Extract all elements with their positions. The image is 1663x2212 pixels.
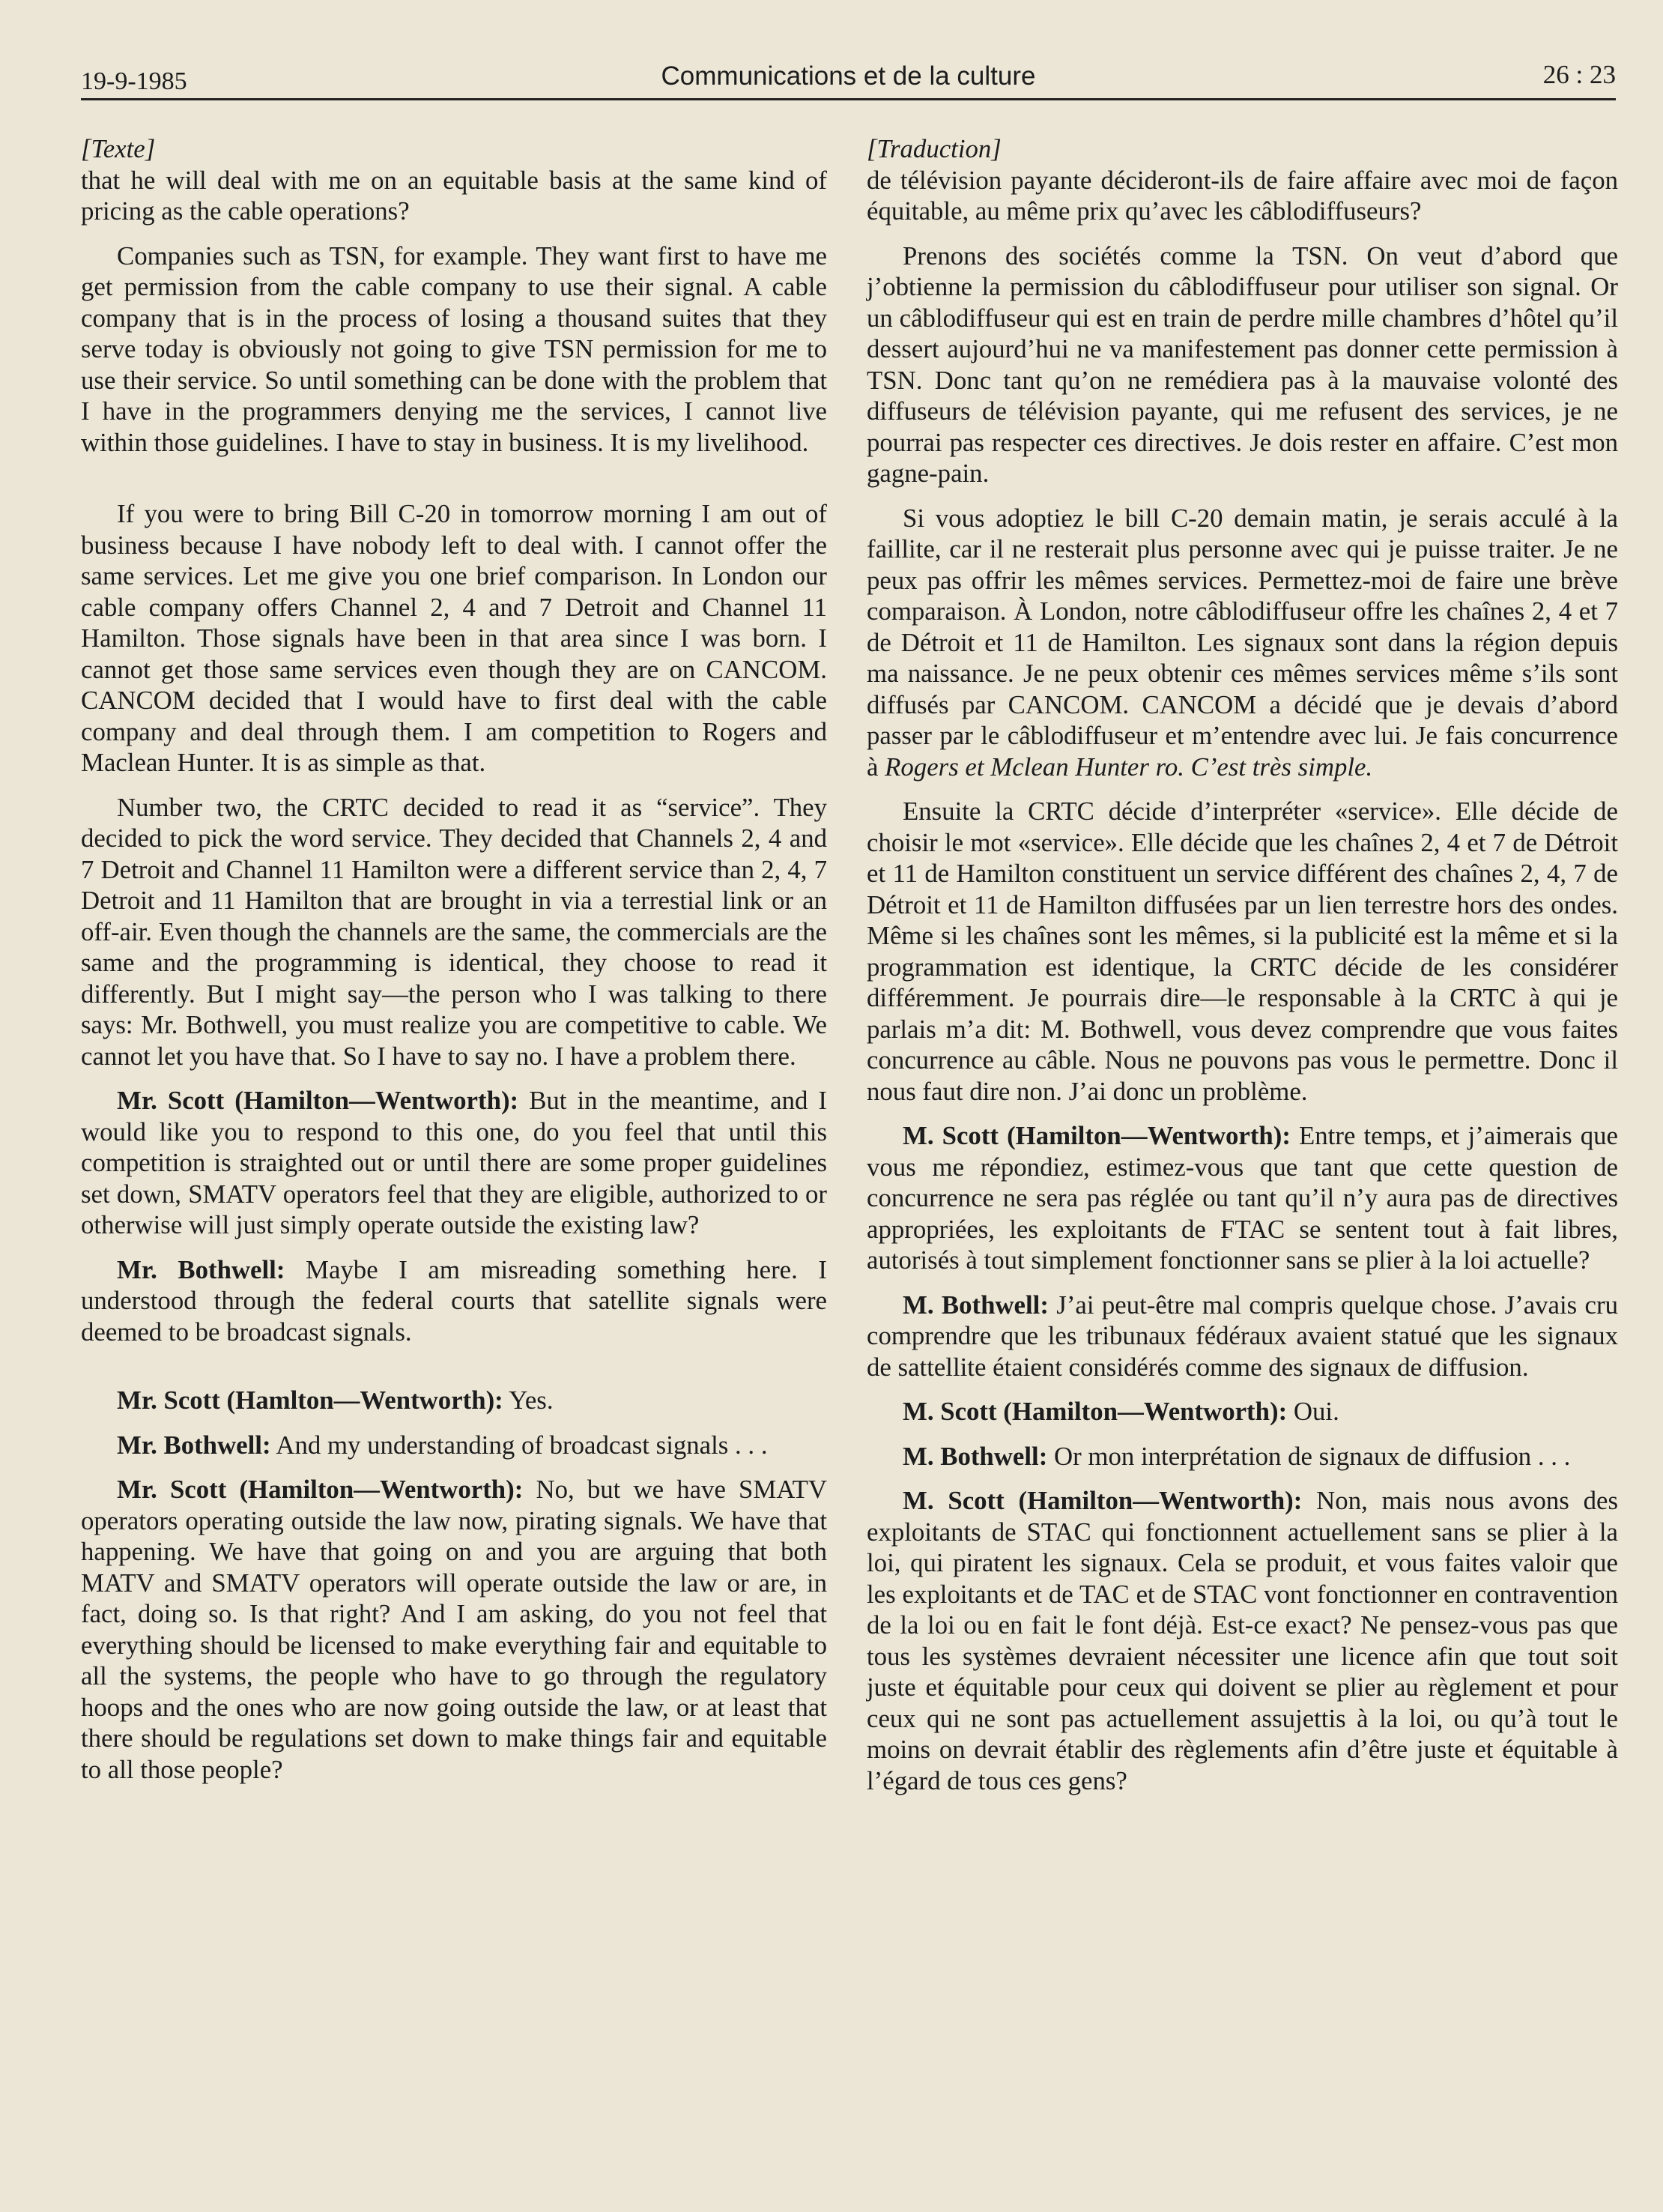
speaker-paragraph: M. Scott (Hamilton—Wentworth): Non, mais nous avons des exploitants de STAC qui fonctionnent actuellement sans se plier à la loi, qui piratent les signaux. Cela se produit, et vous faites valoir que les exploitants et de TAC et de STAC vont fonctionner en contravention de la loi ou en fait le font déjà. Est-ce exact? Ne pensez-vous pas que tous les systèmes devraient nécessiter une licence afin que tout soit juste et équitable pour ceux qui doivent se plier au règlement et pour ceux qui ne sont pas actuellement assujettis à la loi, ou qu’à tout le moins on devrait établir des règlements afin d’être juste et équitable à l’égard de tous ces gens?: [867, 1486, 1619, 1795]
paragraph: Si vous adoptiez le bill C-20 demain matin, je serais acculé à la faillite, car il ne resterait plus personne avec qui je puisse traiter. Je ne peux pas offrir les mêmes services. Permettez-moi de faire une brève comparaison. À London, notre câblodiffuseur offre les chaînes 2, 4 et 7 de Détroit et 11 de Hamilton. Les signaux sont dans la région depuis ma naissance. Je ne peux obtenir ces mêmes services même s’ils sont diffusés par CANCOM. CANCOM a décidé que je devais d’abord passer par le câblodiffuseur et m’entendre avec lui. Je fais concurrence à Rogers et Mclean Hunter ro. C’est très simple.: [867, 503, 1618, 782]
speaker-name: M. Scott (Hamilton—Wentworth):: [903, 1121, 1291, 1150]
speaker-name: Mr. Scott (Hamlton—Wentworth):: [117, 1385, 503, 1415]
speaker-paragraph: Mr. Scott (Hamilton—Wentworth): But in the meantime, and I would like you to respond to this one, do you feel that until this competition is straighted out or until there are some proper guidelines set down, SMATV operators feel that they are eligible, authorized to or otherwise will just simply operate outside the existing law?: [81, 1086, 828, 1239]
speaker-paragraph: Mr. Scott (Hamilton—Wentworth): No, but we have SMATV operators operating outside the law now, pirating signals. We have that happening. We have that going on and you are arguing that both MATV and SMATV operators will operate outside the law or are, in fact, doing so. Is that right? And I am asking, do you not feel that everything should be licensed to make everything fair and equitable to all the systems, the people who have to go through the regulatory hoops and the ones who are now going outside the law, or at least that there should be regulations set down to make things fair and equitable to all those people?: [81, 1475, 827, 1784]
page-header: [81, 58, 1616, 100]
speaker-name: Mr. Bothwell:: [117, 1430, 271, 1460]
paragraph: de télévision payante décideront-ils de faire affaire avec moi de façon équitable, au même prix qu’avec les câblodiffuseurs?: [867, 165, 1618, 226]
english-column: [81, 133, 827, 1785]
paragraph: Ensuite la CRTC décide d’interpréter «service». Elle décide de choisir le mot «service». Elle décide que les chaînes 2, 4 et 7 de Détroit et 11 de Hamilton constituent un service différent des chaînes 2, 4, 7 de Détroit et 11 de Hamilton diffusées par un lien terrestre hors des ondes. Même si les chaînes sont les mêmes, si la publicité est la même et si la programmation est identique, la CRTC décide de les considérer différemment. Je pourrais dire—le responsable à la CRTC à qui je parlais m’a dit: M. Bothwell, vous devez comprendre que vous faites concurrence au câble. Nous ne pouvons pas vous le permettre. Donc il nous faut dire non. J’ai donc un problème.: [867, 797, 1618, 1106]
speaker-name: Mr. Bothwell:: [117, 1254, 285, 1284]
paragraph: that he will deal with me on an equitable basis at the same kind of pricing as the cable operations?: [81, 165, 827, 226]
french-column: [867, 133, 1618, 1796]
column-heading-texte: [Texte]: [81, 134, 156, 163]
speaker-name: Mr. Scott (Hamilton—Wentworth):: [117, 1475, 524, 1504]
speaker-paragraph: M. Bothwell: J’ai peut-être mal compris quelque chose. J’avais cru comprendre que les tribunaux fédéraux avaient statué que les signaux de sattellite étaient considérés comme des signaux de diffusion.: [867, 1290, 1618, 1382]
header-date: 19-9-1985: [81, 67, 187, 95]
speaker-name: M. Scott (Hamilton—Wentworth):: [903, 1486, 1303, 1515]
paragraph: Number two, the CRTC decided to read it as “service”. They decided to pick the word service. They decided that Channels 2, 4 and 7 Detroit and Channel 11 Hamilton were a different service than 2, 4, 7 Detroit and 11 Hamilton that are brought in via a terrestial link or an off-air. Even though the channels are the same, the commercials are the same and the programming is identical, they choose to read it differently. But I might say—the person who I was talking to there says: Mr. Bothwell, you must realize you are competitive to cable. We cannot let you have that. So I have to say no. I have a problem there.: [81, 792, 827, 1071]
header-rule: [81, 98, 1616, 100]
speaker-paragraph: M. Bothwell: Or mon interprétation de signaux de diffusion . . .: [903, 1441, 1571, 1471]
header-title: Communications et de la culture: [661, 61, 1036, 91]
paragraph: Companies such as TSN, for example. They want first to have me get permission from the cable company to use their signal. A cable company that is in the process of losing a thousand suites that they serve today is obviously not going to give TSN permission for me to use their service. So until something can be done with the problem that I have in the programmers denying me the services, I cannot live within those guidelines. I have to stay in business. It is my livelihood.: [81, 241, 827, 457]
speaker-paragraph: Mr. Bothwell: Maybe I am misreading something here. I understood through the federal courts that satellite signals were deemed to be broadcast signals.: [81, 1254, 827, 1347]
paragraph: If you were to bring Bill C-20 in tomorrow morning I am out of business because I have nobody left to deal with. I cannot offer the same services. Let me give you one brief comparison. In London our cable company offers Channel 2, 4 and 7 Detroit and Channel 11 Hamilton. Those signals have been in that area since I was born. I cannot get those same services even though they are on CANCOM. CANCOM decided that I would have to first deal with the cable company and deal through them. I am competition to Rogers and Maclean Hunter. It is as simple as that.: [81, 499, 827, 777]
speaker-paragraph: Mr. Bothwell: And my understanding of broadcast signals . . .: [117, 1430, 768, 1460]
speaker-name: M. Scott (Hamilton—Wentworth):: [903, 1397, 1288, 1426]
speaker-name: Mr. Scott (Hamilton—Wentworth):: [117, 1086, 519, 1115]
speaker-name: M. Bothwell:: [903, 1441, 1048, 1471]
speaker-paragraph: Mr. Scott (Hamlton—Wentworth): Yes.: [117, 1385, 554, 1415]
column-heading-traduction: [Traduction]: [867, 134, 1002, 163]
header-page-number: 26 : 23: [1542, 60, 1616, 89]
speaker-paragraph: M. Scott (Hamilton—Wentworth): Oui.: [903, 1397, 1339, 1426]
paragraph: Prenons des sociétés comme la TSN. On veut d’abord que j’obtienne la permission du câblodiffuseur pour utiliser son signal. Or un câblodiffuseur qui est en train de perdre mille chambres d’hôtel qu’il dessert aujourd’hui ne va manifestement pas donner cette permission à TSN. Donc tant qu’on ne remédiera pas à la mauvaise volonté des diffuseurs de télévision payante, qui me refusent des services, je ne pourrai pas respecter ces directives. Je dois rester en affaire. C’est mon gagne-pain.: [867, 241, 1618, 488]
speaker-paragraph: M. Scott (Hamilton—Wentworth): Entre temps, et j’aimerais que vous me répondiez, estimez-vous que tant que cette question de concurrence ne sera pas réglée ou tant qu’il n’y aura pas de directives appropriées, les exploitants de FTAC se sentent tout à fait libres, autorisés à tout simplement fonctionner sans se plier à la loi actuelle?: [867, 1121, 1618, 1275]
speaker-name: M. Bothwell:: [903, 1290, 1049, 1320]
